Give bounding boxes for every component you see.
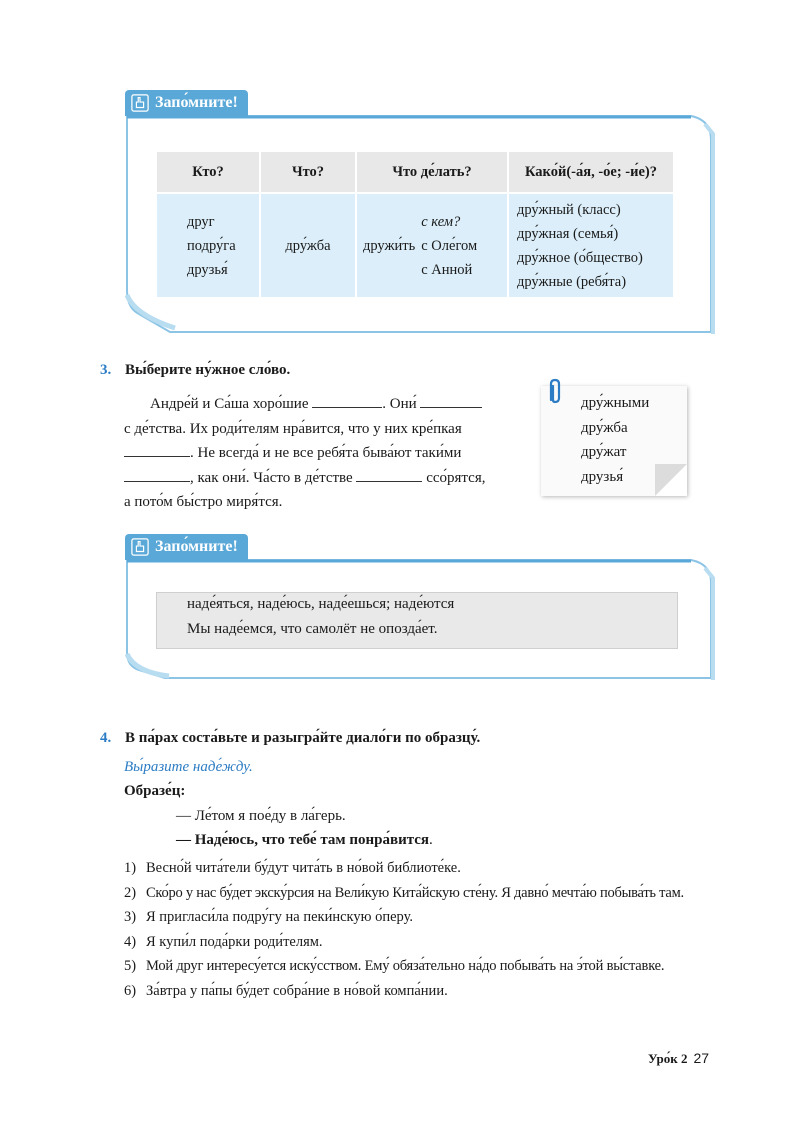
list-item: 1) Весно́й чита́тели бу́дут чита́ть в но́вой библиоте́ке. — [124, 860, 461, 876]
remember-tab-1 — [125, 90, 248, 116]
exercise-3-text: Андре́й и Са́ша хоро́шие . Они́ с де́тства. Их роди́телям нра́вится, что у них кре́пкая . Не всегда́ и не все ребя́та быва́ют таки́ми , как они́. Ча́сто в де́тстве ссо́рятся, а пото́м бы́стро миря́тся. — [124, 392, 502, 515]
sample-line-2: — Наде́юсь, что тебе́ там понра́вится. — [176, 832, 433, 848]
header-who: Кто? — [157, 152, 260, 193]
nadeyatsya-box — [156, 592, 678, 649]
table-header-row — [157, 152, 673, 193]
pointing-hand-icon — [131, 538, 149, 556]
list-item: 6) За́втра у па́пы бу́дет собра́ние в но́вой компа́нии. — [124, 982, 448, 999]
page-number: 27 — [693, 1050, 710, 1066]
cell-what: дру́жба — [260, 193, 356, 297]
remember-title-1: Запо́мните! — [155, 94, 238, 111]
list-item: 3) Я пригласи́ла подру́гу на пеки́нскую о́перу. — [124, 909, 414, 925]
list-item: 4) Я купи́л пода́рки роди́телям. — [124, 933, 323, 950]
blank-4 — [124, 467, 190, 482]
cell-who: друг подру́га друзья́ — [157, 193, 260, 297]
blank-2 — [420, 393, 482, 408]
word-bank-item: дру́жат — [581, 444, 627, 460]
cell-which: дру́жный (класс) дру́жная (семья́) дру́жное (о́бщество) дру́жные (ребя́та) — [508, 193, 673, 297]
word-bank-list — [581, 391, 649, 489]
word-bank-item: дру́жба — [581, 419, 628, 436]
word-bank-note — [541, 386, 687, 496]
exercise-4-title: В па́рах соста́вьте и разыгра́йте диало́ги по образцу́. — [125, 730, 481, 746]
word-bank-item: дру́жными — [581, 395, 650, 411]
exercise-4-list — [124, 856, 684, 1003]
blank-5 — [356, 467, 422, 482]
exercise-3-heading — [100, 362, 290, 379]
sample-label: Образе́ц: — [124, 783, 186, 799]
blank-3 — [124, 442, 190, 457]
word-bank-item: друзья́ — [581, 468, 624, 485]
example-sentence: Мы наде́емся, что самолёт не опозда́ет. — [187, 621, 438, 637]
list-item: 5) Мой друг интересу́ется иску́сством. Ему́ обяза́тельно на́до побыва́ть на э́той вы́ставке. — [124, 958, 665, 974]
exercise-4-subtitle: Вы́разите наде́жду. — [124, 759, 253, 775]
page-fold — [655, 464, 687, 496]
lesson-label: Уро́к 2 — [648, 1051, 688, 1066]
remember-title-2: Запо́мните! — [155, 538, 238, 555]
header-do-what: Что де́лать? — [356, 152, 508, 193]
sample-line-1: — Ле́том я пое́ду в ла́герь. — [176, 808, 346, 824]
pointing-hand-icon — [131, 94, 149, 112]
with-whom-label: с кем? — [421, 213, 461, 230]
cell-do-what: дружи́ть с кем? с Оле́гом с Анной — [356, 193, 508, 297]
header-what: Что? — [260, 152, 356, 193]
table-row — [157, 193, 673, 297]
blank-1 — [312, 393, 382, 408]
header-which: Како́й(-а́я, -о́е; -и́е)? — [508, 152, 673, 193]
exercise-4-number: 4. — [100, 730, 112, 746]
page-footer — [648, 1050, 709, 1067]
exercise-3-title: Вы́берите ну́жное сло́во. — [125, 362, 291, 378]
word-family-table — [157, 152, 673, 297]
paperclip-icon — [545, 378, 565, 406]
remember-tab-2 — [125, 534, 248, 560]
exercise-4-heading — [100, 730, 480, 747]
exercise-3-number: 3. — [100, 362, 112, 378]
conjugation-line: наде́яться, наде́юсь, наде́ешься; наде́ются — [187, 596, 455, 612]
verb-druzhit: дружи́ть — [363, 237, 416, 254]
list-item: 2) Ско́ро у нас бу́дет экску́рсия на Вели́кую Кита́йскую сте́ну. Я давно́ мечта́ю побыва́ть там. — [124, 884, 684, 901]
